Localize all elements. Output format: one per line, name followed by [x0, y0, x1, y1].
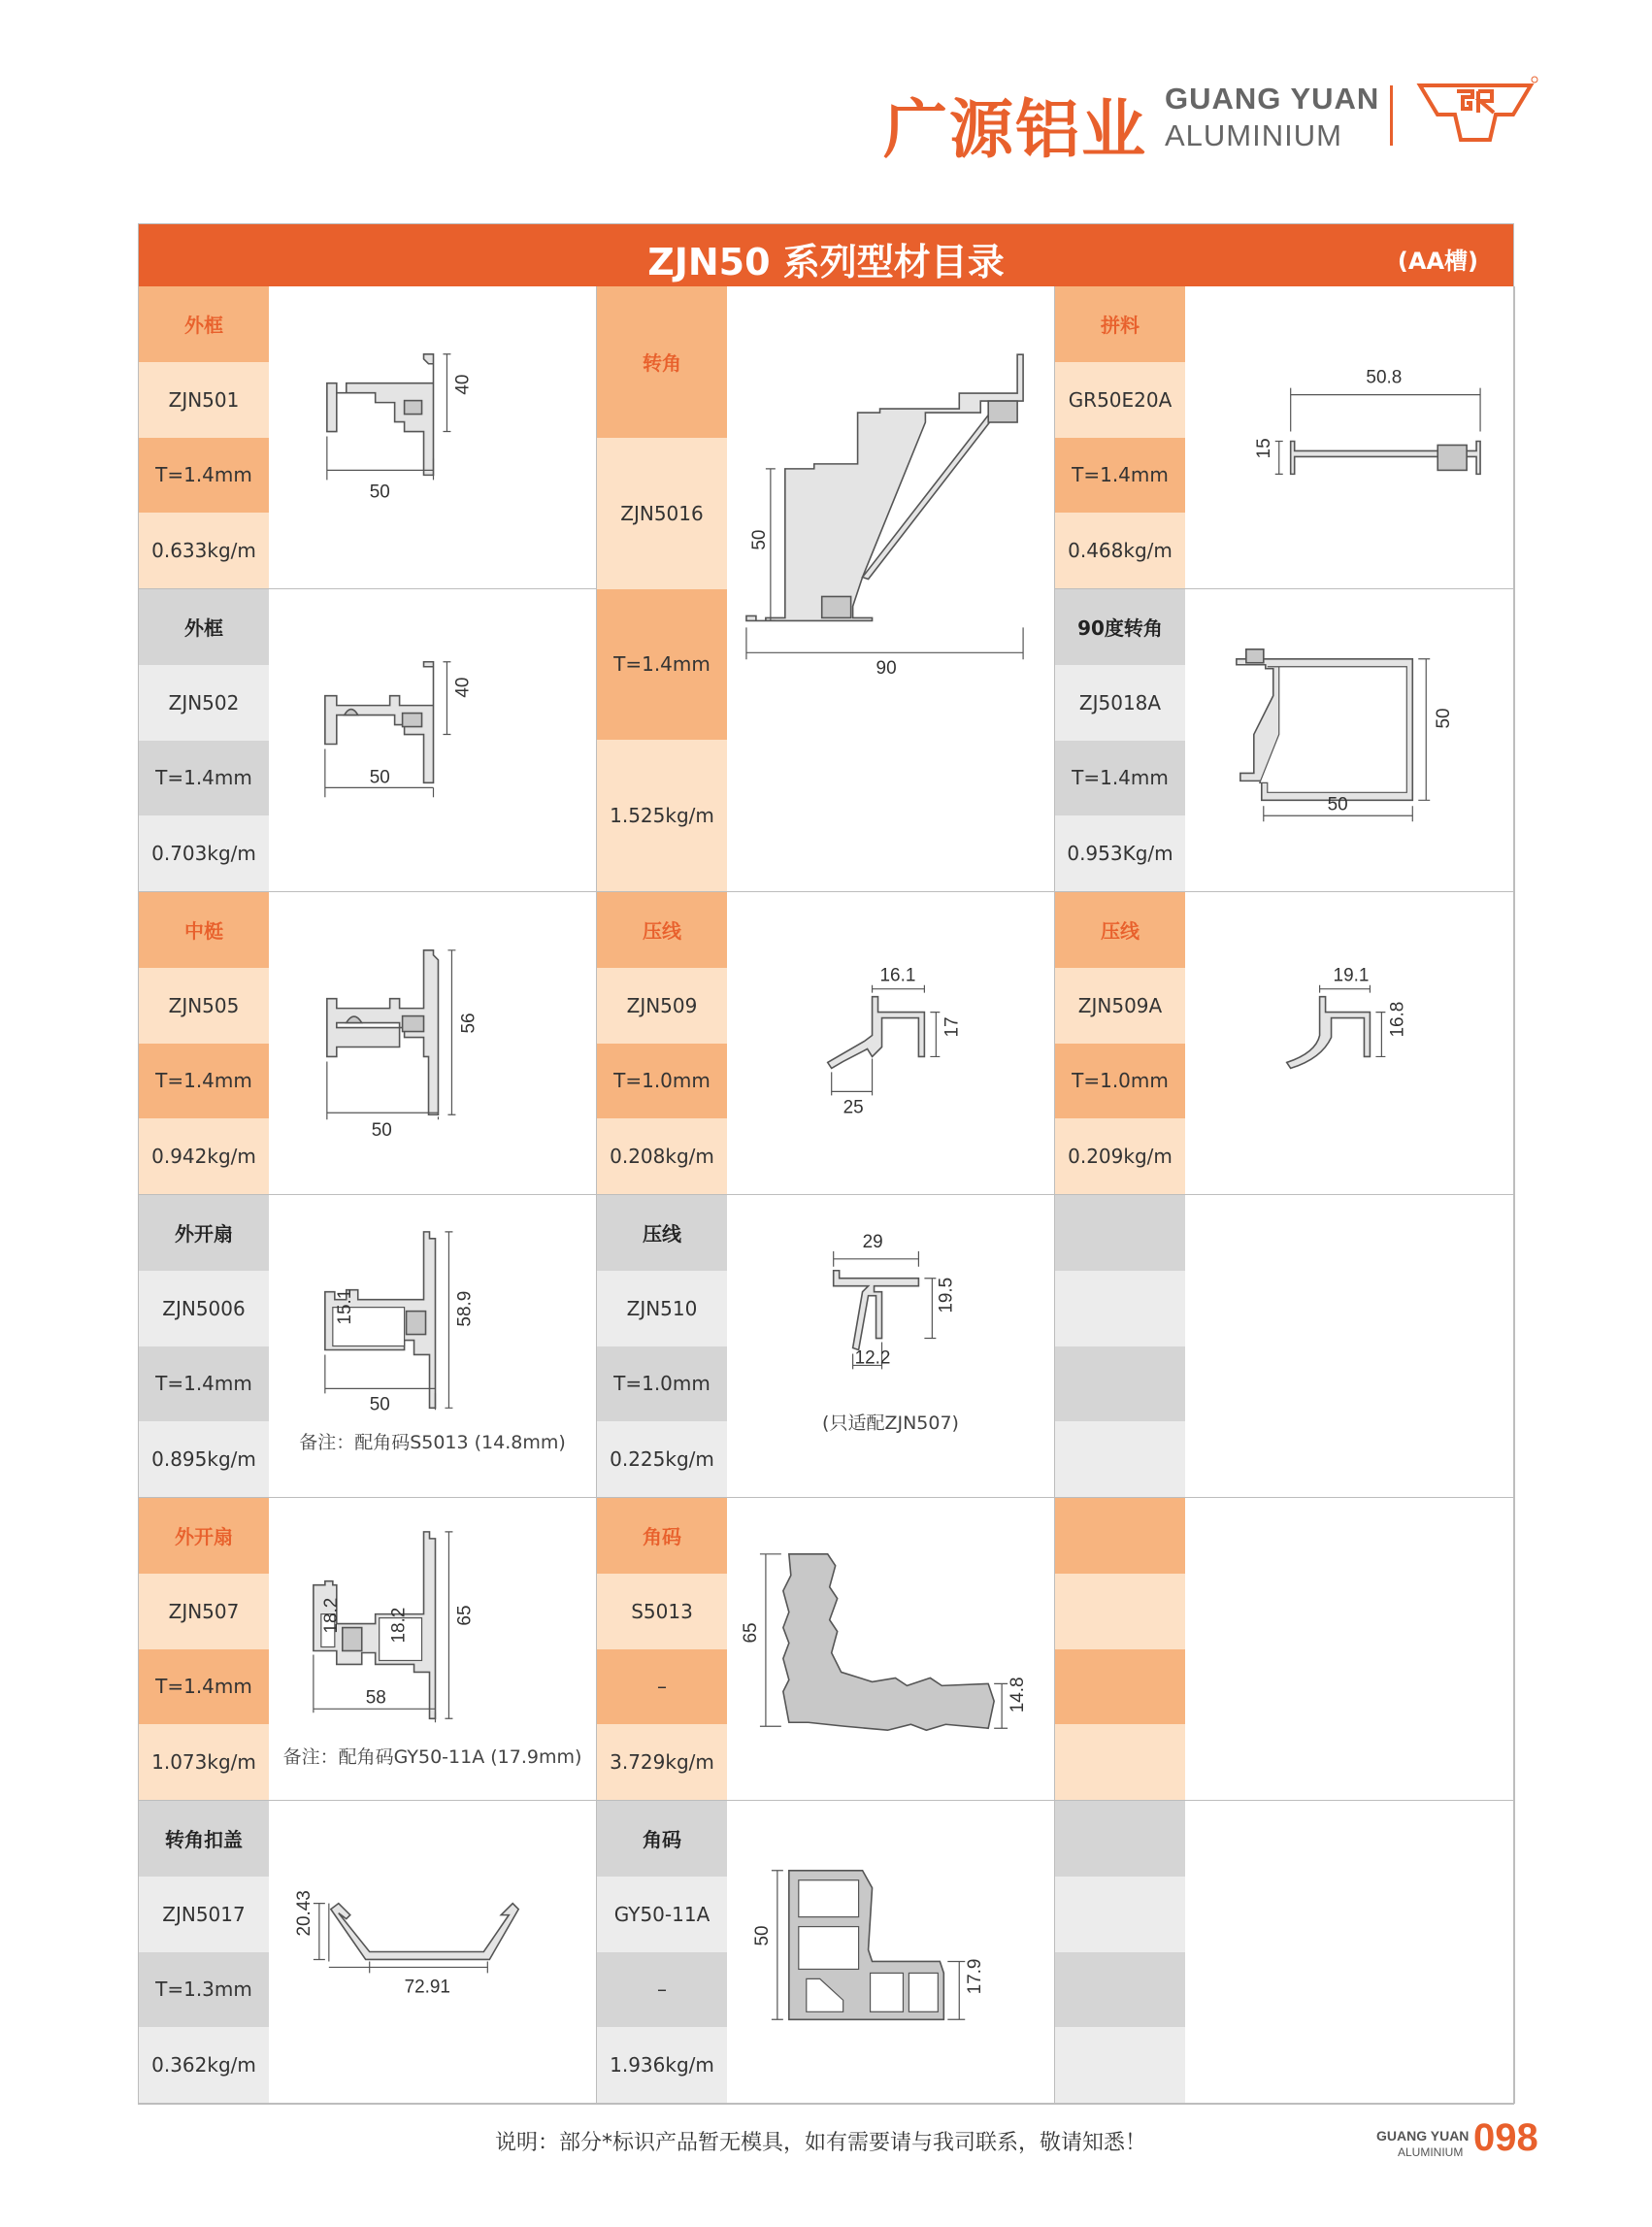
- page-number: 098: [1473, 2116, 1538, 2159]
- dim-height: 20.43: [293, 1890, 314, 1937]
- profile-thickness: T=1.4mm: [139, 1346, 269, 1422]
- profile-drawing: [1185, 286, 1514, 588]
- profile-drawing: [1185, 589, 1514, 891]
- profile-cell-zjn502: [139, 589, 597, 892]
- footer-brand-line2: ALUMINIUM: [1398, 2145, 1464, 2159]
- catalog-title-bar: [139, 224, 1513, 286]
- profile-cell-gy50-11a: [597, 1801, 1055, 2104]
- profile-name: 压线: [597, 892, 727, 968]
- profile-weight: 0.703kg/m: [139, 815, 269, 891]
- profile-cell-zjn5016: [597, 286, 1055, 892]
- profile-weight: 0.468kg/m: [1055, 513, 1185, 588]
- profile-drawing: [269, 286, 596, 588]
- empty-cell: [1055, 1195, 1515, 1498]
- gr-crest-logo-icon: [1412, 76, 1538, 150]
- profile-weight: 1.936kg/m: [597, 2027, 727, 2103]
- profile-code: GY50-11A: [597, 1877, 727, 1952]
- profile-thickness: T=1.4mm: [139, 1044, 269, 1119]
- profile-code: ZJN507: [139, 1574, 269, 1649]
- brand-name-en-line2: ALUMINIUM: [1165, 118, 1342, 152]
- dim-height: 40: [452, 374, 474, 395]
- profile-cell-zjn509a: [1055, 892, 1515, 1195]
- profile-code: ZJN509: [597, 968, 727, 1044]
- dim-leg: 17.9: [965, 1958, 986, 1995]
- profile-name: 中梃: [139, 892, 269, 968]
- profile-label-column: [1055, 892, 1185, 1194]
- footer-note: 说明：部分*标识产品暂无模具，如有需要请与我司联系，敬请知悉！: [495, 2131, 1147, 2155]
- profile-cell-zjn510: [597, 1195, 1055, 1498]
- profile-weight: 0.208kg/m: [597, 1118, 727, 1194]
- profile-label-column: [139, 1498, 269, 1800]
- dim-height: 65: [454, 1605, 476, 1626]
- profile-name: 转角扣盖: [139, 1801, 269, 1877]
- profile-thickness: T=1.4mm: [139, 741, 269, 816]
- profile-code: ZJ5018A: [1055, 665, 1185, 741]
- profile-name: 外框: [139, 286, 269, 362]
- dim-height: 50: [748, 529, 770, 550]
- empty-cell: [1055, 1498, 1515, 1801]
- profile-drawing: [269, 1498, 596, 1800]
- profile-code: ZJN509A: [1055, 968, 1185, 1044]
- empty-label-column: [1055, 1195, 1185, 1497]
- profile-drawing: [269, 1195, 596, 1497]
- profile-drawing: [727, 1498, 1054, 1800]
- dim-width: 50: [369, 1394, 390, 1415]
- dim-top: 29: [862, 1231, 883, 1252]
- dim-inner-right: 18.2: [388, 1607, 410, 1644]
- profile-name: 拼料: [1055, 286, 1185, 362]
- profile-drawing: [727, 286, 1054, 891]
- profile-cell-zjn507: [139, 1498, 597, 1801]
- profile-weight: 0.362kg/m: [139, 2027, 269, 2103]
- profile-code: S5013: [597, 1574, 727, 1649]
- profile-cell-zjn509: [597, 892, 1055, 1195]
- profile-weight: 0.225kg/m: [597, 1421, 727, 1497]
- profile-code: ZJN502: [139, 665, 269, 741]
- profile-drawing: [269, 1801, 596, 2103]
- profile-name: 外开扇: [139, 1498, 269, 1574]
- profile-cell-gr50e20a: [1055, 286, 1515, 589]
- profile-name: 90度转角: [1055, 589, 1185, 665]
- dim-inner: 15.1: [334, 1288, 355, 1325]
- profile-thickness: T=1.4mm: [597, 589, 727, 741]
- dim-height: 40: [452, 677, 474, 698]
- profile-label-column: [139, 589, 269, 891]
- profile-name: 压线: [1055, 892, 1185, 968]
- profile-thickness: T=1.3mm: [139, 1952, 269, 2028]
- profile-label-column: [1055, 589, 1185, 891]
- dim-height: 50: [751, 1925, 773, 1946]
- profile-weight: 0.209kg/m: [1055, 1118, 1185, 1194]
- dim-height: 17: [942, 1016, 963, 1038]
- profile-cell-zjn5006: [139, 1195, 597, 1498]
- profile-weight: 0.633kg/m: [139, 513, 269, 588]
- dim-width: 50: [371, 1120, 392, 1142]
- profile-weight: 1.073kg/m: [139, 1724, 269, 1800]
- profile-cell-s5013: [597, 1498, 1055, 1801]
- profile-thickness: T=1.4mm: [139, 1649, 269, 1725]
- profile-name: 外开扇: [139, 1195, 269, 1271]
- profile-drawing: [269, 892, 596, 1194]
- profile-thickness: T=1.4mm: [1055, 741, 1185, 816]
- profile-code: GR50E20A: [1055, 362, 1185, 438]
- profile-drawing: [1185, 892, 1514, 1194]
- profile-weight: 3.729kg/m: [597, 1724, 727, 1800]
- profile-cell-zjn501: [139, 286, 597, 589]
- profile-label-column: [139, 1801, 269, 2103]
- catalog-sheet: [138, 223, 1514, 2105]
- profile-label-column: [597, 1498, 727, 1800]
- empty-cell: [1055, 1801, 1515, 2104]
- profile-code: ZJN5017: [139, 1877, 269, 1952]
- profile-thickness: T=1.4mm: [139, 438, 269, 514]
- profile-code: ZJN5006: [139, 1271, 269, 1346]
- dim-top: 19.1: [1333, 965, 1370, 986]
- profile-thickness: T=1.4mm: [1055, 438, 1185, 514]
- profile-label-column: [139, 892, 269, 1194]
- brand-name-cn: 广源铝业: [883, 92, 1147, 167]
- profile-thickness: T=1.0mm: [597, 1044, 727, 1119]
- profile-note: 备注：配角码S5013 (14.8mm): [299, 1432, 566, 1453]
- profile-code: ZJN510: [597, 1271, 727, 1346]
- brand-name-en-line1: GUANG YUAN: [1165, 82, 1380, 116]
- profile-code: ZJN5016: [597, 438, 727, 589]
- dim-width: 50.8: [1366, 367, 1403, 388]
- profile-name: 角码: [597, 1801, 727, 1877]
- dim-leg: 14.8: [1008, 1677, 1029, 1713]
- dim-bottom: 12.2: [854, 1347, 891, 1369]
- brand-header: [883, 76, 1543, 167]
- profile-drawing: [727, 1801, 1054, 2103]
- profile-drawing: [727, 1195, 1054, 1497]
- profile-note: (只适配ZJN507): [822, 1413, 959, 1434]
- profile-code: ZJN501: [139, 362, 269, 438]
- profile-label-column: [597, 1195, 727, 1497]
- empty-label-column: [1055, 1498, 1185, 1800]
- brand-divider: [1390, 85, 1393, 146]
- profile-weight: 0.942kg/m: [139, 1118, 269, 1194]
- profile-label-column: [139, 1195, 269, 1497]
- dim-height: 50: [1434, 708, 1455, 729]
- catalog-title: ZJN50 系列型材目录: [647, 241, 1005, 283]
- dim-width: 72.91: [404, 1977, 450, 1998]
- dim-width: 50: [369, 482, 390, 503]
- dim-height: 58.9: [454, 1290, 476, 1327]
- catalog-slot-note: (AA槽): [1397, 248, 1478, 275]
- dim-bottom: 25: [843, 1097, 864, 1118]
- profile-weight: 0.895kg/m: [139, 1421, 269, 1497]
- profile-cell-zjn5017: [139, 1801, 597, 2104]
- profile-cell-zjn505: [139, 892, 597, 1195]
- profile-drawing: [727, 892, 1054, 1194]
- dim-width: 50: [369, 767, 390, 788]
- profile-name: 角码: [597, 1498, 727, 1574]
- profile-thickness: –: [597, 1649, 727, 1725]
- profile-drawing: [269, 589, 596, 891]
- profile-thickness: –: [597, 1952, 727, 2028]
- empty-label-column: [1055, 1801, 1185, 2103]
- profile-cell-zj5018a: [1055, 589, 1515, 892]
- profile-label-column: [1055, 286, 1185, 588]
- profile-weight: 1.525kg/m: [597, 740, 727, 891]
- dim-inner-left: 18.2: [320, 1597, 342, 1634]
- profile-note: 备注：配角码GY50-11A (17.9mm): [282, 1746, 582, 1768]
- dim-height: 65: [740, 1622, 761, 1644]
- dim-width: 90: [876, 658, 897, 680]
- dim-top: 16.1: [879, 965, 916, 986]
- dim-height: 16.8: [1387, 1001, 1408, 1038]
- profile-name: 转角: [597, 286, 727, 438]
- profile-label-column: [597, 286, 727, 891]
- dim-height: 15: [1253, 438, 1274, 459]
- profile-label-column: [597, 1801, 727, 2103]
- profile-weight: 0.953Kg/m: [1055, 815, 1185, 891]
- profile-label-column: [139, 286, 269, 588]
- dim-width: 58: [365, 1687, 386, 1709]
- dim-height: 56: [458, 1013, 479, 1034]
- profile-thickness: T=1.0mm: [1055, 1044, 1185, 1119]
- profile-name: 压线: [597, 1195, 727, 1271]
- footer-brand-line1: GUANG YUAN: [1376, 2128, 1470, 2144]
- profile-thickness: T=1.0mm: [597, 1346, 727, 1422]
- profile-name: 外框: [139, 589, 269, 665]
- profile-code: ZJN505: [139, 968, 269, 1044]
- dim-height: 19.5: [936, 1277, 957, 1313]
- profile-label-column: [597, 892, 727, 1194]
- dim-width: 50: [1327, 794, 1348, 815]
